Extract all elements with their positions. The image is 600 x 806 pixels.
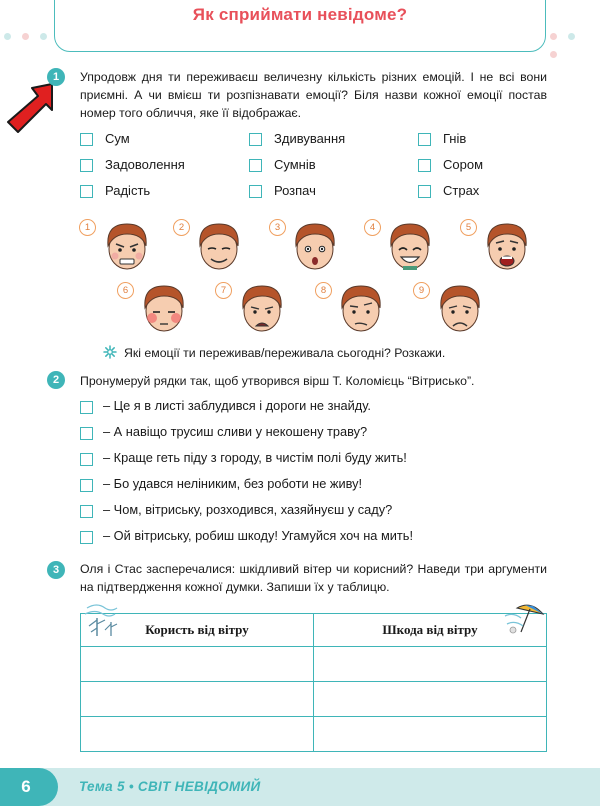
footer-topic: Тема 5 • СВІТ НЕВІДОМИЙ: [79, 779, 261, 794]
table-header-harm: Шкода від вітру: [314, 614, 547, 647]
face-number: 2: [173, 219, 190, 236]
face-number: 6: [117, 282, 134, 299]
emotion-label: Страх: [443, 183, 480, 198]
task-1-text: Упродовж дня ти переживаєш величезну кількість різних емоцій. І не всі вони приємні. А чи вмієш ти розпізнавати емоції? Біля назви кожної емоції постав номер того обличчя, яке її відображає.: [80, 70, 547, 120]
emotion-checkbox-zadovolennia[interactable]: [80, 159, 93, 172]
wind-arguments-table: [80, 613, 547, 752]
emotion-label: Здивування: [274, 131, 346, 146]
table-header-benefit: Користь від вітру: [81, 614, 314, 647]
poem-line-checkbox[interactable]: [80, 453, 93, 466]
face-1-anger-icon: [98, 216, 156, 274]
poem-line: – Ой вітриську, робиш шкоду! Угамуйся хоч на мить!: [103, 528, 413, 543]
emotion-label: Гнів: [443, 131, 467, 146]
poem-line-checkbox[interactable]: [80, 505, 93, 518]
table-row: [81, 647, 547, 682]
emotion-checkbox-rozpach[interactable]: [249, 185, 262, 198]
face-5-fear-icon: [478, 216, 536, 274]
table-cell[interactable]: [81, 717, 314, 752]
title-box: [54, 0, 546, 52]
face-7-despair-icon: [233, 278, 291, 336]
windy-trees-icon: [83, 600, 123, 640]
poem-line-checkbox[interactable]: [80, 479, 93, 492]
table-cell[interactable]: [314, 647, 547, 682]
discussion-star-icon: [103, 345, 117, 359]
face-number: 5: [460, 219, 477, 236]
red-arrow-icon: [2, 78, 62, 136]
emotion-checkbox-radist[interactable]: [80, 185, 93, 198]
face-number: 1: [79, 219, 96, 236]
emotion-label: Сумнів: [274, 157, 316, 172]
face-2-satisfaction-icon: [190, 216, 248, 274]
emotion-checkbox-sum[interactable]: [80, 133, 93, 146]
face-number: 4: [364, 219, 381, 236]
task-2-number: 2: [47, 371, 65, 389]
face-3-surprise-icon: [286, 216, 344, 274]
poem-line: – А навіщо трусиш сливи у некошену траву?: [103, 424, 368, 439]
poem-line-checkbox[interactable]: [80, 427, 93, 440]
emotion-label: Задоволення: [105, 157, 185, 172]
decorative-dots-right: [550, 27, 600, 35]
page-title: Як сприймати невідоме?: [192, 5, 408, 24]
discussion-question: Які емоції ти переживав/переживала сьогодні? Розкажи.: [124, 346, 446, 360]
poem-line-checkbox[interactable]: [80, 531, 93, 544]
face-4-joy-icon: [381, 216, 439, 274]
table-cell[interactable]: [314, 682, 547, 717]
emotion-label: Радість: [105, 183, 151, 198]
face-number: 7: [215, 282, 232, 299]
face-number: 9: [413, 282, 430, 299]
face-number: 8: [315, 282, 332, 299]
windy-umbrella-icon: [503, 598, 547, 642]
emotion-label: Розпач: [274, 183, 316, 198]
task-1-number: 1: [47, 68, 65, 86]
poem-line: – Бо удався неліниким, без роботи не живу!: [103, 476, 363, 491]
table-cell[interactable]: [314, 717, 547, 752]
face-8-doubt-icon: [332, 278, 390, 336]
task-3-number: 3: [47, 561, 65, 579]
table-row: [81, 717, 547, 752]
emotion-checkbox-sumniv[interactable]: [249, 159, 262, 172]
task-2-text: Пронумеруй рядки так, щоб утворився вірш Т. Коломієць “Вітрисько”.: [80, 374, 475, 388]
poem-line-checkbox[interactable]: [80, 401, 93, 414]
face-number: 3: [269, 219, 286, 236]
face-9-sadness-icon: [431, 278, 489, 336]
emotion-checkbox-hniv[interactable]: [418, 133, 431, 146]
table-row: [81, 682, 547, 717]
face-6-shame-icon: [135, 278, 193, 336]
emotion-label: Сором: [443, 157, 484, 172]
page-number: 6: [0, 768, 58, 806]
poem-line: – Чом, вітриську, розходився, хазяйнуєш у саду?: [103, 502, 393, 517]
emotion-checkbox-strakh[interactable]: [418, 185, 431, 198]
emotion-checkbox-sorom[interactable]: [418, 159, 431, 172]
task-3-text: Оля і Стас засперечалися: шкідливий вітер чи корисний? Наведи три аргументи на підтвердження кожної думки. Запиши їх у таблицю.: [80, 562, 547, 594]
emotion-label: Сум: [105, 131, 130, 146]
table-cell[interactable]: [81, 647, 314, 682]
poem-line: – Краще геть піду з городу, в чистім полі буду жить!: [103, 450, 407, 465]
table-cell[interactable]: [81, 682, 314, 717]
emotion-checkbox-zdyvuvannia[interactable]: [249, 133, 262, 146]
poem-line: – Це я в листі заблудився і дороги не знайду.: [103, 398, 371, 413]
